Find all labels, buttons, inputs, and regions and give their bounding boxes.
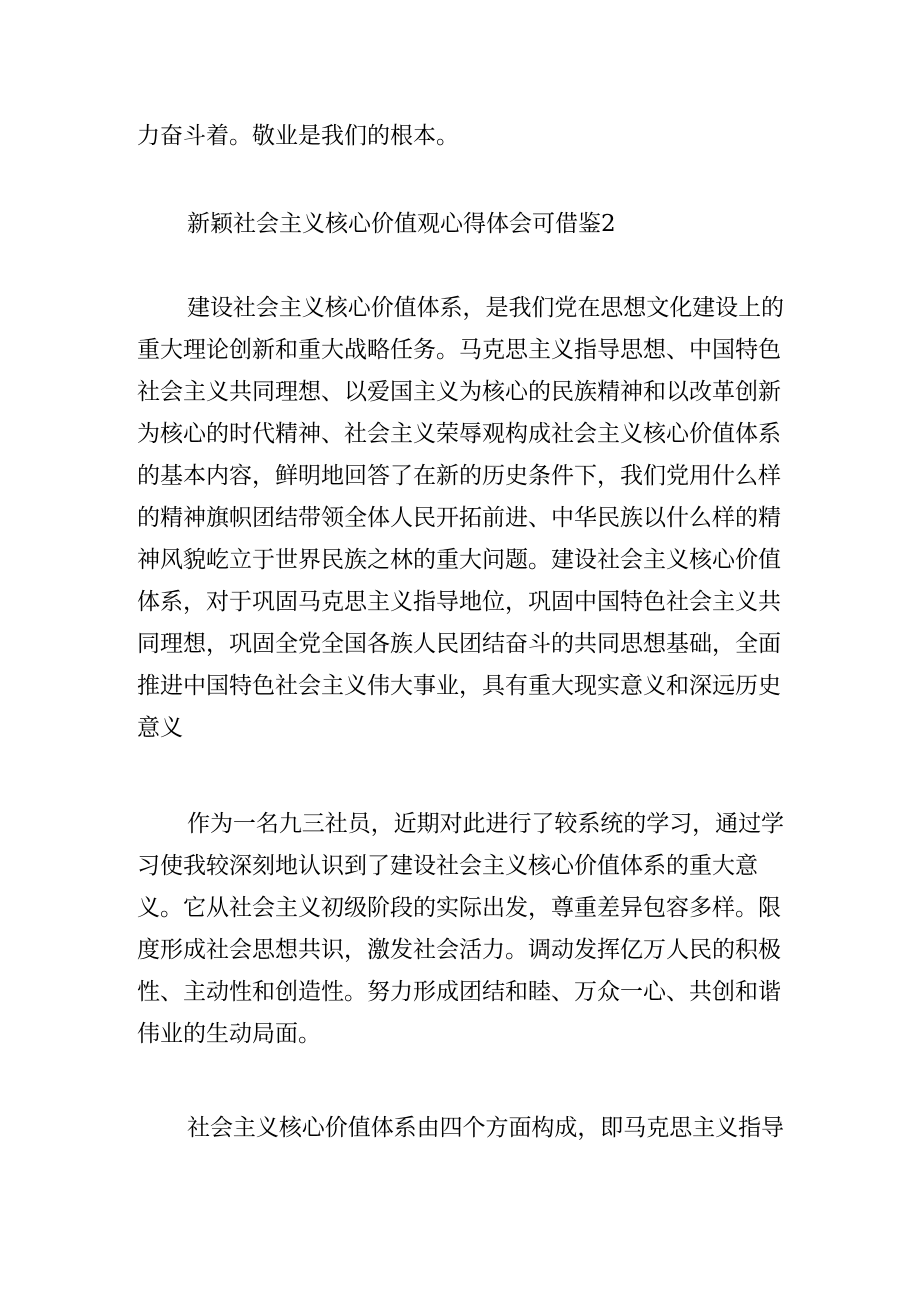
paragraph-line: 的精神旗帜团结带领全体人民开拓前进、中华民族以什么样的精 <box>137 505 781 531</box>
paragraph-line: 为核心的时代精神、社会主义荣辱观构成社会主义核心价值体系 <box>137 421 781 447</box>
paragraph-line: 伟业的生动局面。 <box>137 1021 321 1047</box>
paragraph-line: 建设社会主义核心价值体系，是我们党在思想文化建设上的 <box>187 295 785 321</box>
paragraph-line: 习使我较深刻地认识到了建设社会主义核心价值体系的重大意 <box>137 853 758 879</box>
paragraph-line: 重大理论创新和重大战略任务。马克思主义指导思想、中国特色 <box>137 337 781 363</box>
paragraph-line: 社会主义共同理想、以爱国主义为核心的民族精神和以改革创新 <box>137 379 781 405</box>
paragraph-line: 体系，对于巩固马克思主义指导地位，巩固中国特色社会主义共 <box>137 589 781 615</box>
paragraph-line: 推进中国特色社会主义伟大事业，具有重大现实意义和深远历史 <box>137 673 781 699</box>
paragraph-line: 度形成社会思想共识，激发社会活力。调动发挥亿万人民的积极 <box>137 937 781 963</box>
paragraph-line: 意义 <box>137 715 183 741</box>
paragraph-line: 义。它从社会主义初级阶段的实际出发，尊重差异包容多样。限 <box>137 895 781 921</box>
paragraph-line: 同理想，巩固全党全国各族人民团结奋斗的共同思想基础，全面 <box>137 631 781 657</box>
paragraph-line: 神风貌屹立于世界民族之林的重大问题。建设社会主义核心价值 <box>137 547 781 573</box>
paragraph-line: 作为一名九三社员，近期对此进行了较系统的学习，通过学 <box>187 811 785 837</box>
continuation-line: 力奋斗着。敬业是我们的根本。 <box>137 123 459 149</box>
paragraph-line: 的基本内容，鲜明地回答了在新的历史条件下，我们党用什么样 <box>137 463 781 489</box>
paragraph-line: 社会主义核心价值体系由四个方面构成，即马克思主义指导 <box>187 1115 785 1141</box>
section-heading: 新颖社会主义核心价值观心得体会可借鉴2 <box>187 211 616 237</box>
paragraph-line: 性、主动性和创造性。努力形成团结和睦、万众一心、共创和谐 <box>137 979 781 1005</box>
